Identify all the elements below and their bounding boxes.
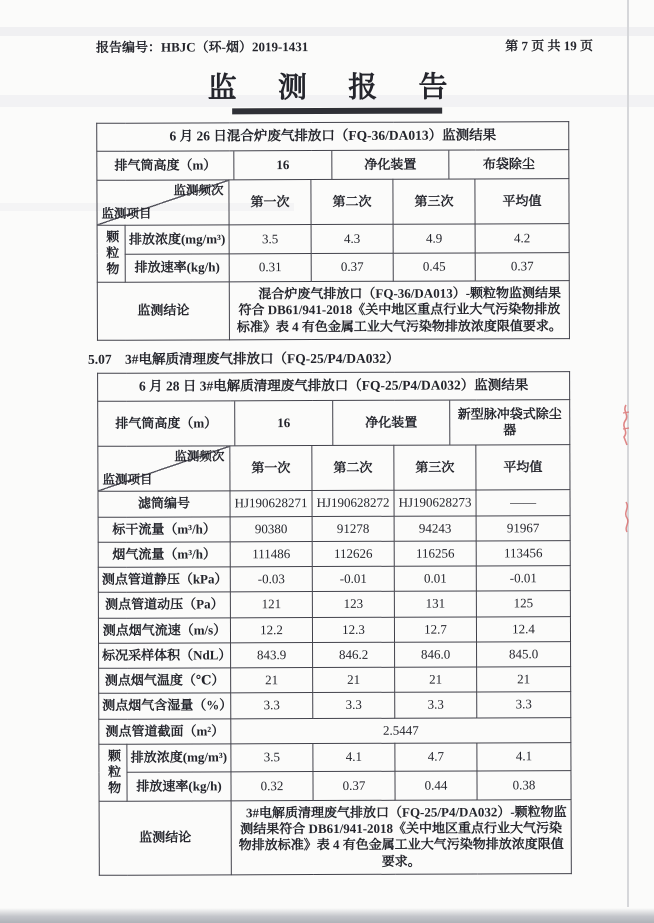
value-cell: 21 [231, 668, 313, 694]
table-title: 6 月 26 日混合炉废气排放口（FQ-36/DA013）监测结果 [97, 122, 569, 152]
value-cell: 4.2 [475, 224, 569, 253]
purifier-label: 净化装置 [331, 150, 448, 179]
table-row [97, 224, 569, 254]
value-cell: 846.2 [313, 642, 395, 668]
value-cell: 94243 [394, 515, 476, 541]
value-cell: 3.5 [229, 225, 311, 254]
diagonal-split [98, 447, 229, 491]
value-cell: 123 [312, 592, 394, 618]
diagonal-header-cell [98, 446, 230, 491]
col-header-third: 第三次 [393, 179, 475, 224]
value-cell: 3.3 [395, 692, 477, 718]
stack-height-cells [98, 399, 570, 446]
scan-bottom-shadow [0, 908, 654, 923]
section-number: 5.07 [88, 351, 112, 367]
pm-group-label: 颗粒物 [97, 225, 125, 282]
param-label: 测点管道截面（m²） [99, 718, 231, 744]
value-cell: -0.01 [476, 566, 570, 592]
table-row [98, 515, 570, 542]
value-cell: HJ190628273 [394, 490, 476, 516]
value-cell: 3.5 [231, 743, 313, 772]
page-header [0, 0, 653, 56]
conclusion-text: 3#电解质清理废气排放口（FQ-25/P4/DA032）-颗粒物监测结果符合 DB61/941-2018《关中地区重点行业大气污染物排放标准》表 4 有色金属工业大气污染物排放浓度限值要求。 [231, 799, 571, 874]
param-label: 测点烟气流速（m/s） [98, 617, 230, 643]
diagonal-header-cell [97, 180, 229, 225]
conclusion-label: 监测结论 [99, 801, 231, 875]
stack-height-value: 16 [234, 401, 332, 446]
stack-height-label: 排气筒高度（m） [114, 157, 217, 173]
col-header-average: 平均值 [475, 179, 569, 224]
value-cell: 131 [394, 591, 476, 617]
value-cell: 12.3 [312, 617, 394, 643]
value-cell: 4.1 [313, 743, 395, 772]
stack-height-row [97, 150, 569, 181]
item-header: 监测项目 [102, 472, 153, 487]
value-cell: 91967 [476, 515, 570, 541]
table-row [98, 616, 570, 643]
stack-height-label: 排气筒高度（m） [115, 415, 218, 431]
value-cell: 113456 [476, 540, 570, 566]
value-cell: 3.3 [231, 693, 313, 719]
table-row [97, 252, 569, 282]
value-cell: 12.7 [394, 616, 476, 642]
title-underline-bar [232, 108, 442, 115]
conclusion-text: 混合炉废气排放口（FQ-36/DA013）-颗粒物监测结果符合 DB61/941-2018《关中地区重点行业大气污染物排放标准》表 4 有色金属工业大气污染物排放浓度限值要求。 [229, 281, 569, 340]
value-cell: —— [476, 490, 570, 516]
col-header-second: 第二次 [312, 446, 394, 491]
col-header-first: 第一次 [229, 180, 311, 225]
column-header-row [98, 445, 570, 492]
table-title-row [98, 372, 570, 402]
col-header-average: 平均值 [476, 445, 570, 490]
col-header-third: 第三次 [394, 445, 476, 490]
value-cell: HJ190628272 [312, 491, 394, 517]
table-row [98, 540, 570, 567]
table-title-row [97, 122, 569, 152]
value-cell: 0.01 [394, 566, 476, 592]
value-cell: 112626 [312, 541, 394, 567]
table-fq36-results [96, 121, 570, 341]
param-label: 测点烟气含湿量（%） [99, 693, 231, 719]
value-cell: 846.0 [395, 642, 477, 668]
stack-height-row [98, 399, 570, 446]
frequency-header: 监测频次 [173, 183, 224, 198]
param-label: 标况采样体积（NdL） [99, 643, 231, 669]
table-row [98, 566, 570, 593]
param-label: 测点管道静压（kPa） [98, 567, 230, 593]
column-header-row [97, 179, 569, 226]
table-row [99, 692, 571, 719]
purifier-value: 新型脉冲袋式除尘器 [449, 400, 569, 445]
value-cell: 0.45 [393, 253, 475, 282]
value-cell: 3.3 [313, 693, 395, 719]
value-cell: -0.03 [230, 567, 312, 593]
table-row [99, 742, 571, 772]
value-cell: 0.37 [311, 253, 393, 282]
value-cell: 845.0 [477, 641, 571, 667]
value-cell: 0.31 [229, 253, 311, 282]
value-cell: -0.01 [312, 566, 394, 592]
purifier-value: 布袋除尘 [448, 150, 568, 179]
col-header-second: 第二次 [311, 179, 393, 224]
value-cell: 0.38 [477, 771, 571, 800]
value-cell: 116256 [394, 541, 476, 567]
value-cell: 3.3 [477, 692, 571, 718]
section-title: 3#电解质清理废气排放口（FQ-25/P4/DA032） [125, 350, 400, 367]
value-cell: 21 [477, 667, 571, 693]
value-cell: HJ190628271 [230, 491, 312, 517]
conclusion-row [97, 281, 569, 340]
value-cell: 121 [230, 592, 312, 618]
param-label: 排放浓度(mg/m³) [127, 744, 231, 773]
value-cell: 12.2 [230, 617, 312, 643]
param-label: 测点烟气温度（℃） [99, 668, 231, 694]
conclusion-row [99, 799, 571, 875]
param-label: 滤筒编号 [98, 491, 230, 517]
value-cell: 111486 [230, 541, 312, 567]
value-cell: 12.4 [476, 616, 570, 642]
value-cell: 91278 [312, 516, 394, 542]
value-cell: 4.3 [311, 224, 393, 253]
table-row [99, 771, 571, 801]
value-cell: 4.9 [393, 224, 475, 253]
table-row [98, 591, 570, 618]
diagonal-split [97, 180, 228, 224]
value-cell: 2.5447 [231, 717, 571, 743]
table-title: 6 月 28 日 3#电解质清理废气排放口（FQ-25/P4/DA032）监测结果 [98, 372, 570, 402]
value-cell: 843.9 [231, 642, 313, 668]
value-cell: 0.37 [313, 772, 395, 801]
stack-height-cells [97, 150, 569, 181]
stack-height-value: 16 [233, 151, 331, 180]
param-label: 标干流量（m³/h） [98, 516, 230, 542]
value-cell: 21 [313, 667, 395, 693]
value-cell: 0.44 [395, 771, 477, 800]
value-cell: 125 [476, 591, 570, 617]
value-cell: 4.1 [477, 742, 571, 771]
item-header: 监测项目 [101, 206, 152, 221]
param-label: 烟气流量（m³/h） [98, 542, 230, 568]
table-row [98, 490, 570, 517]
param-label: 排放速率(kg/h) [125, 253, 229, 282]
value-cell: 0.32 [231, 772, 313, 801]
col-header-first: 第一次 [230, 446, 312, 491]
report-number: 报告编号：HBJC（环-烟）2019-1431 [95, 39, 309, 55]
table-row [99, 667, 571, 694]
param-label: 排放浓度(mg/m³) [125, 225, 229, 254]
value-cell: 90380 [230, 516, 312, 542]
conclusion-label: 监测结论 [97, 282, 229, 340]
table-row [99, 641, 571, 668]
page-title: 监 测 报 告 [207, 71, 465, 105]
value-cell: 21 [395, 667, 477, 693]
pm-group-label: 颗粒物 [99, 744, 127, 801]
duct-section-row [99, 717, 571, 744]
frequency-header: 监测频次 [174, 449, 225, 464]
page-indicator: 第 7 页 共 19 页 [505, 38, 593, 54]
param-label: 排放速率(kg/h) [127, 772, 231, 801]
param-label: 测点管道动压（Pa） [98, 592, 230, 618]
value-cell: 4.7 [395, 743, 477, 772]
purifier-label: 净化装置 [332, 400, 449, 445]
value-cell: 0.37 [475, 252, 569, 281]
table-fq25-results [97, 371, 572, 876]
section-heading [88, 346, 654, 368]
